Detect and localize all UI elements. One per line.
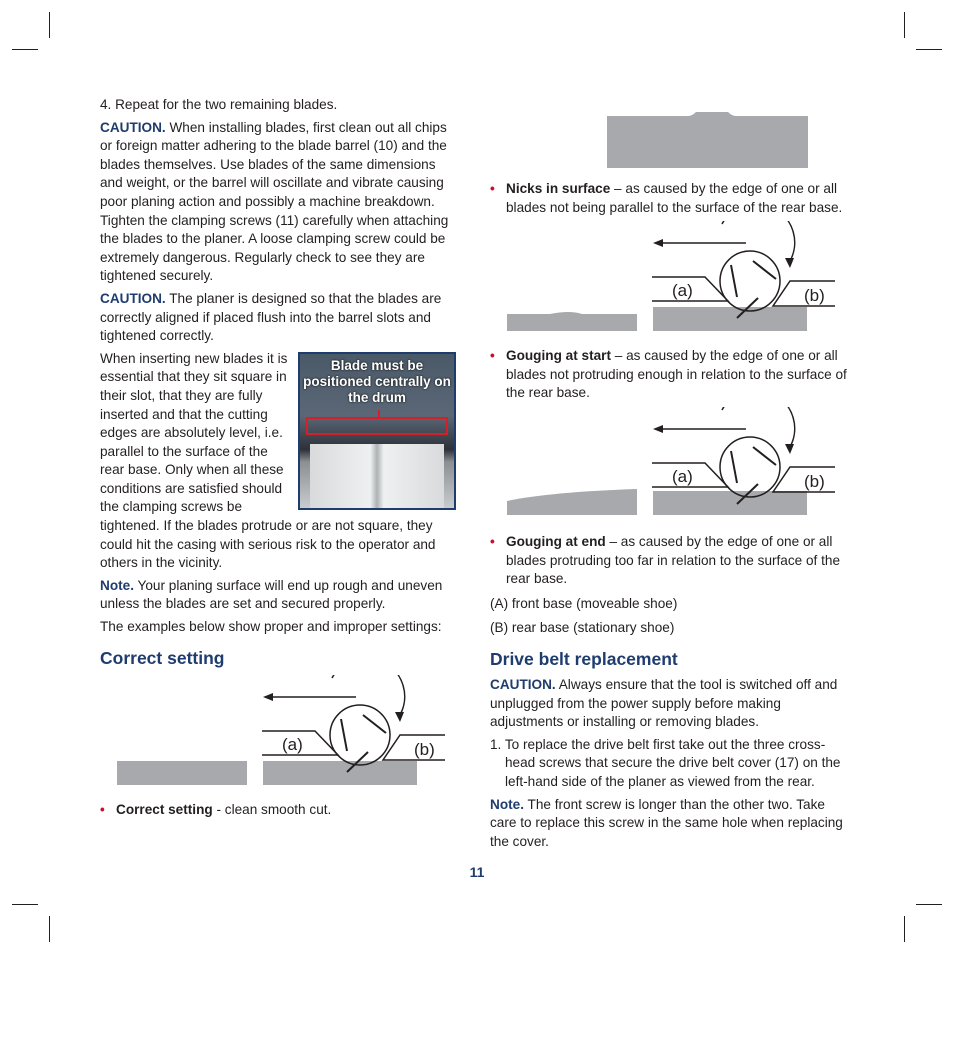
label-b: (b): [804, 471, 825, 491]
note-label: Note.: [490, 796, 524, 812]
label-b: (b): [804, 286, 825, 306]
planer-diagram: [490, 407, 850, 525]
crop-mark: [916, 904, 942, 905]
crop-mark: [12, 49, 38, 50]
drive-belt-heading: Drive belt replacement: [490, 648, 678, 669]
bullet-icon: •: [490, 533, 495, 549]
cutter-drum: [720, 437, 780, 497]
planer-diagram: [100, 675, 456, 793]
legend-a: (A) front base (moveable shoe): [490, 595, 678, 611]
caution-text: The planer is designed so that the blades are correctly aligned if placed flush into the barrel slots and tightened correctly.: [100, 290, 442, 344]
workpiece-front: [117, 761, 247, 785]
nicks-planer-diagram: [490, 221, 850, 339]
inserting-paragraph: When inserting new blades it is essential that they sit square in their slot, that they are fully inserted and that the cutting edges are absolutely level, i.e. parallel to the surface of the rear base. Only when all these conditions are satisfied should the clamping screws be tightened. If the blades protrude or are not square, they could hit the casing with serious risk to the operator and others in the vicinity.: [100, 350, 436, 571]
bullet-title: Correct setting: [116, 801, 213, 817]
crop-mark: [49, 12, 50, 38]
label-b: (b): [414, 739, 435, 759]
caution-text: Always ensure that the tool is switched off and unplugged from the power supply before making adjustments or installing or removing blades.: [490, 676, 838, 730]
note-label: Note.: [100, 577, 134, 593]
note-paragraph: [490, 796, 850, 852]
cutter-drum: [720, 251, 780, 311]
step-4-text: 4. Repeat for the two remaining blades.: [100, 97, 338, 112]
workpiece-front: [507, 489, 637, 515]
bullet-text: - clean smooth cut.: [212, 801, 332, 817]
planer-diagram: [490, 221, 850, 339]
page-number: 11: [469, 864, 485, 880]
bullet-icon: •: [100, 801, 105, 817]
workpiece-rear: [653, 307, 807, 331]
workpiece: [607, 112, 808, 168]
examples-paragraph: The examples below show proper and improper settings:: [100, 619, 442, 635]
bullet-text: – as caused by the edge of one or all blades not being parallel to the surface of the rear base.: [506, 181, 843, 215]
cutter-drum: [330, 705, 390, 765]
caution-label: CAUTION.: [100, 119, 166, 135]
bullet-icon: •: [490, 348, 495, 364]
crop-mark: [12, 904, 38, 905]
rotation-arrow: [332, 675, 405, 715]
caution-paragraph: [490, 676, 850, 732]
step-1-text: 1. To replace the drive belt first take out the three cross-head screws that secure the drive belt cover (17) on the left-hand side of the planer as viewed from the rear.: [490, 736, 841, 789]
correct-setting-bullet: [100, 801, 456, 820]
gouging-start-diagram: [490, 407, 850, 525]
workpiece-front: [507, 312, 637, 331]
bullet-icon: •: [490, 181, 495, 196]
caution-paragraph: [100, 290, 456, 346]
rotation-arrow-head: [785, 444, 794, 454]
legend-b: (B) rear base (stationary shoe): [490, 620, 675, 636]
feed-arrow-head: [653, 239, 663, 247]
left-column: [100, 96, 456, 823]
note-text: Your planing surface will end up rough and uneven unless the blades are set and secured properly.: [100, 577, 443, 612]
rotation-arrow: [722, 407, 795, 447]
crop-mark: [904, 12, 905, 38]
blade: [363, 715, 386, 733]
blade: [731, 265, 737, 297]
right-column: [490, 112, 850, 855]
blade: [753, 261, 776, 279]
caution-label: CAUTION.: [490, 676, 556, 692]
caution-paragraph: [100, 119, 456, 286]
rotation-arrow-head: [395, 712, 404, 722]
planer-base-plate: [310, 444, 444, 508]
blade: [341, 719, 347, 751]
blade: [731, 451, 737, 483]
note-text: The front screw is longer than the other two. Take care to replace this screw in the same hole when replacing the cover.: [490, 796, 843, 849]
crop-mark: [49, 916, 50, 942]
bullet-title: Gouging at start: [506, 348, 611, 364]
bullet-title: Gouging at end: [506, 533, 606, 549]
correct-setting-heading: Correct setting: [100, 647, 225, 668]
feed-arrow-head: [653, 425, 663, 433]
photo-caption: Blade must be positioned centrally on the drum: [303, 357, 451, 405]
nicks-workpiece: [490, 112, 850, 174]
workpiece-rear: [653, 491, 807, 515]
caution-label: CAUTION.: [100, 290, 166, 306]
nicks-diagram: [490, 112, 850, 174]
blade-position-photo: [298, 352, 456, 510]
rotation-arrow: [722, 221, 795, 261]
bullet-title: Nicks in surface: [506, 181, 611, 196]
note-paragraph: [100, 577, 456, 614]
nicks-bullet: [490, 180, 850, 217]
bullet-text: – as caused by the edge of one or all blades protruding too far in relation to the surface of the rear base.: [506, 533, 841, 587]
blade-highlight: [306, 417, 448, 435]
crop-mark: [916, 49, 942, 50]
crop-mark: [904, 916, 905, 942]
label-a: (a): [282, 734, 303, 754]
correct-setting-diagram: [100, 675, 456, 793]
feed-arrow-head: [263, 693, 273, 701]
label-a: (a): [672, 466, 693, 486]
workpiece-rear: [263, 761, 417, 785]
label-a: (a): [672, 281, 693, 301]
caution-text: When installing blades, first clean out all chips or foreign matter adhering to the blade barrel (10) and the blades themselves. Use blades of the same dimensions and weight, or the barrel will oscillate and vibrate causing poor planing action and possibly a machine breakdown. Tighten the clamping screws (11) carefully when attaching the blades to the planer. A loose clamping screw could be extremely dangerous. Regularly check to see they are tightened securely.: [100, 119, 449, 284]
gouging-end-bullet: [490, 533, 850, 589]
gouging-start-bullet: [490, 347, 850, 403]
rotation-arrow-head: [785, 258, 794, 268]
blade: [753, 447, 776, 465]
bullet-text: – as caused by the edge of one or all blades not protruding enough in relation to the surface of the rear base.: [506, 348, 847, 401]
